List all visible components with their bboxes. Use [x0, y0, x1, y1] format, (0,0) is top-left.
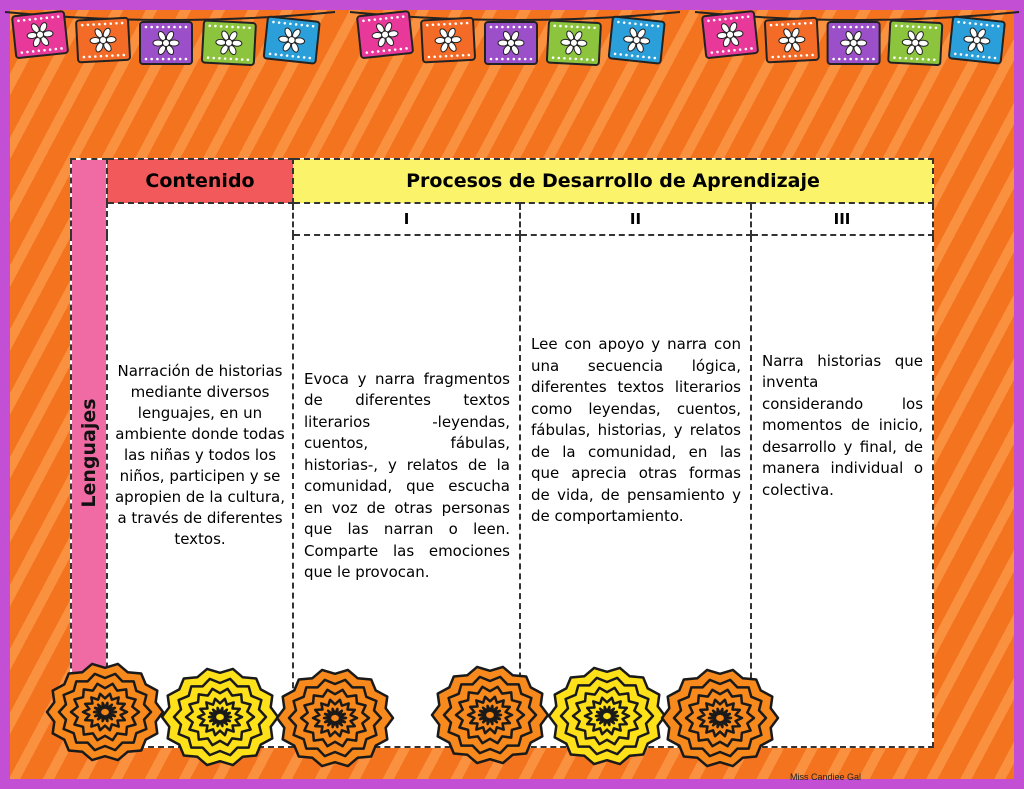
proceso-text-3: Narra historias que inventa considerando los momentos de inicio, desarrollo y final, de manera individual o colectiva. [762, 351, 924, 499]
credit-text: Miss Candiee Gal [790, 772, 862, 782]
banner-flag [12, 11, 68, 58]
proceso-text-1: Evoca y narra fragmentos de diferentes textos literarios -leyendas, cuentos, fábulas, historias-, y relatos de la comunidad, que escucha en voz de otras personas que las narran o leen. Comparte las emociones que le provocan. [304, 369, 510, 581]
proceso-cell-3 [751, 235, 933, 747]
banner-flag [702, 11, 758, 58]
banner-flag [888, 20, 942, 65]
column-header-2: II [520, 203, 751, 235]
banner-flag [485, 22, 537, 64]
contenido-header: Contenido [107, 159, 293, 203]
banner-flag [609, 16, 665, 63]
banner-flag [765, 18, 819, 63]
side-label-cell [71, 159, 107, 747]
banner-flag [76, 18, 130, 63]
curriculum-table [70, 158, 934, 748]
column-header-3: III [751, 203, 933, 235]
banner-flag [949, 16, 1005, 63]
banner-flag [357, 11, 413, 58]
banner-flag [828, 22, 880, 64]
banner-flag [202, 20, 256, 65]
contenido-cell [107, 203, 293, 747]
banner-flag [264, 16, 320, 63]
banner-flag [140, 22, 192, 64]
procesos-header: Procesos de Desarrollo de Aprendizaje [293, 159, 933, 203]
papel-picado-banner [0, 0, 1024, 70]
side-label: Lenguajes [78, 398, 100, 508]
banner-flag [547, 20, 601, 65]
proceso-text-2: Lee con apoyo y narra con una secuencia lógica, diferentes textos literarios como leyendas, cuentos, fábulas, historias, y relatos de la comunidad, en las que aprecia otras formas de vida, de pensamiento y de comportamiento. [531, 335, 741, 526]
proceso-cell-1 [293, 235, 520, 747]
banner-flag [421, 18, 475, 63]
proceso-cell-2 [520, 235, 751, 747]
contenido-text: Narración de historias mediante diversos lenguajes, en un ambiente donde todas las niñas y todos los niños, participen y se apropien de la cultura, a través de diferentes textos. [114, 361, 285, 548]
column-header-1: I [293, 203, 520, 235]
